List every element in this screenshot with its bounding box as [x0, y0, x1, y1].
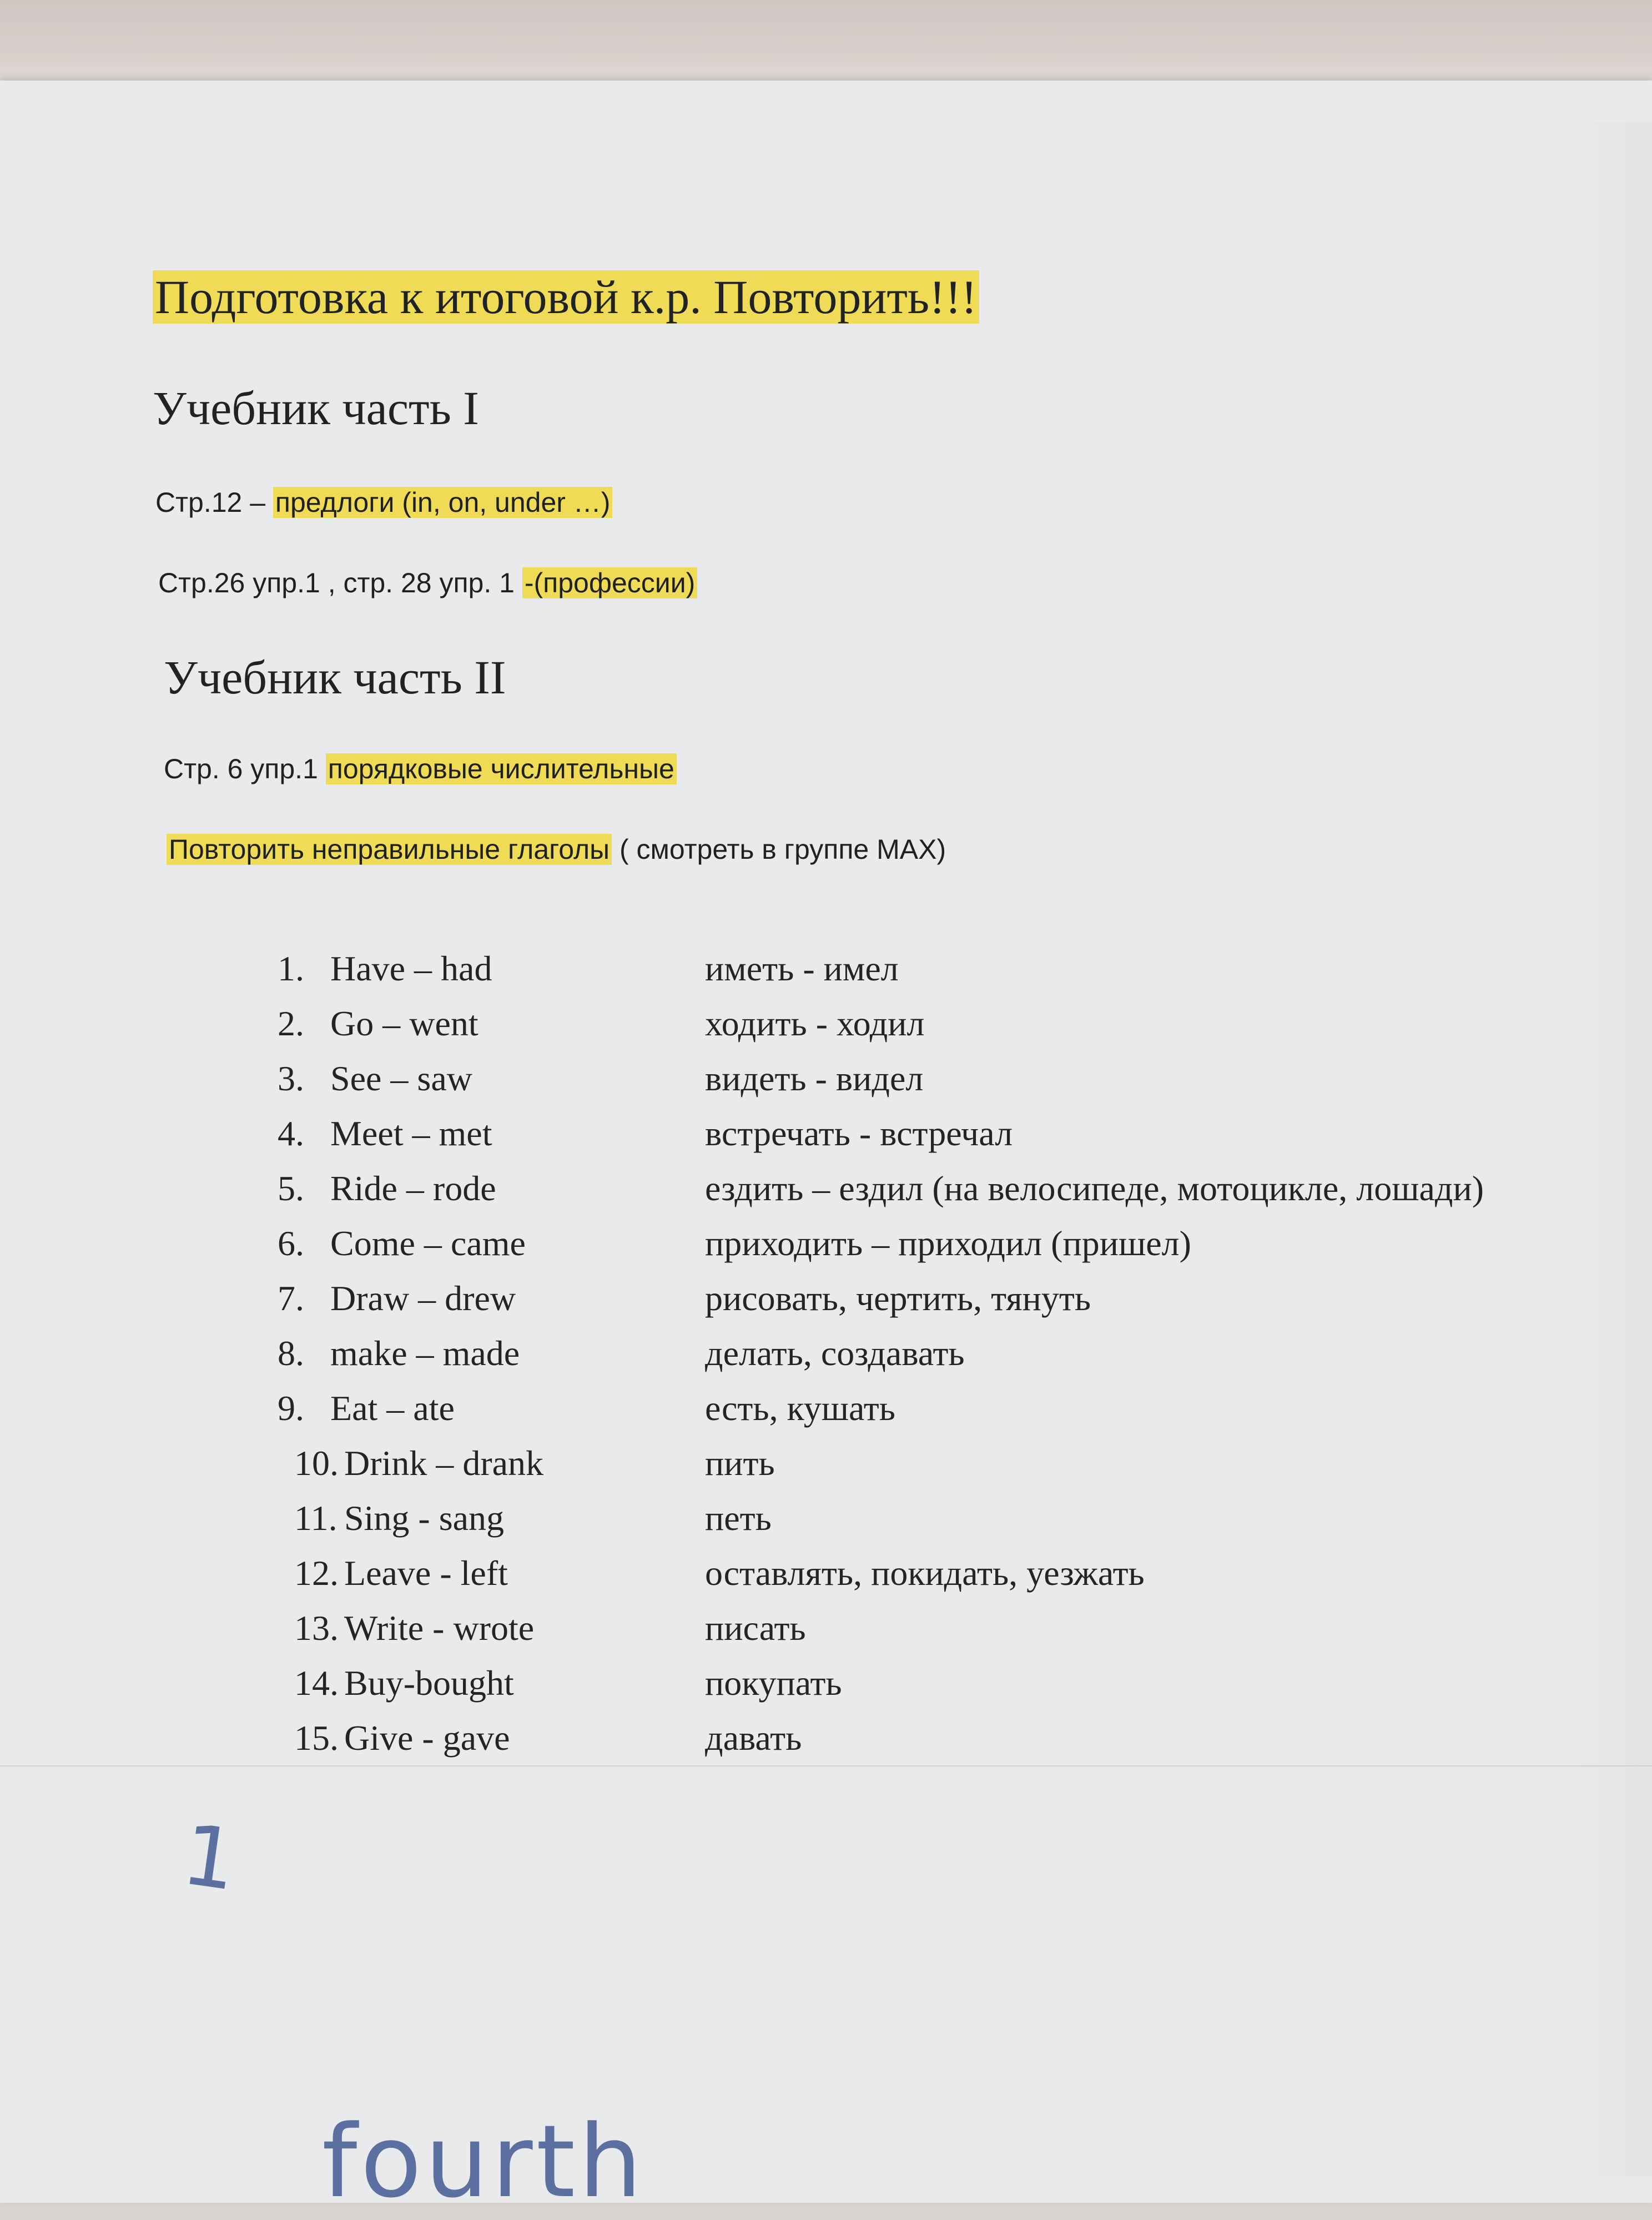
- verb-english-forms: Drink – drank: [344, 1443, 544, 1483]
- verb-russian-translation: оставлять, покидать, уезжать: [705, 1553, 1145, 1593]
- verb-number: 7.: [278, 1278, 304, 1318]
- verb-russian-translation: встречать - встречал: [705, 1114, 1013, 1153]
- verb-number: 5.: [278, 1169, 304, 1208]
- verb-english-forms: Ride – rode: [330, 1169, 496, 1208]
- part2-line1-highlight: порядковые числительные: [326, 753, 677, 784]
- handwritten-number: 1: [177, 1806, 243, 1910]
- part2-line2-highlight: Повторить неправильные глаголы: [167, 834, 612, 865]
- verb-russian-translation: пить: [705, 1443, 775, 1483]
- part2-heading: Учебник часть II: [164, 651, 506, 704]
- verb-number: 11.: [294, 1498, 338, 1538]
- verb-number: 9.: [278, 1388, 304, 1428]
- verb-english-forms: make – made: [330, 1333, 520, 1373]
- verb-russian-translation: ездить – ездил (на велосипеде, мотоцикле, лошади): [705, 1169, 1484, 1208]
- verb-russian-translation: ходить - ходил: [705, 1004, 925, 1043]
- verb-english-forms: Eat – ate: [330, 1388, 455, 1428]
- verb-english-forms: Come – came: [330, 1224, 526, 1263]
- verb-number: 8.: [278, 1333, 304, 1373]
- verb-number: 2.: [278, 1004, 304, 1043]
- verb-number: 4.: [278, 1114, 304, 1153]
- part1-line1-prefix: Стр.12 –: [155, 487, 273, 518]
- verb-english-forms: Meet – met: [330, 1114, 492, 1153]
- verb-number: 14.: [294, 1663, 339, 1703]
- verb-english-forms: Have – had: [330, 949, 492, 988]
- verb-russian-translation: рисовать, чертить, тянуть: [705, 1278, 1091, 1318]
- verb-number: 3.: [278, 1059, 304, 1098]
- verb-number: 10.: [294, 1443, 339, 1483]
- part2-line2-suffix: ( смотреть в группе MAX): [612, 834, 946, 865]
- document-title: [153, 266, 979, 328]
- verb-russian-translation: видеть - видел: [705, 1059, 924, 1098]
- verb-number: 12.: [294, 1553, 339, 1593]
- verb-russian-translation: есть, кушать: [705, 1388, 895, 1428]
- verb-number: 13.: [294, 1608, 339, 1648]
- verb-english-forms: Go – went: [330, 1004, 479, 1043]
- part1-line-prepositions: [155, 483, 612, 522]
- verb-english-forms: Leave - left: [344, 1553, 508, 1593]
- part1-heading: Учебник часть I: [153, 381, 479, 435]
- part1-line2-highlight: -(профессии): [522, 567, 697, 598]
- verb-russian-translation: петь: [705, 1498, 772, 1538]
- verb-russian-translation: давать: [705, 1718, 802, 1758]
- part2-line1-prefix: Стр. 6 упр.1: [164, 753, 326, 784]
- title-highlight: Подготовка к итоговой к.р. Повторить!!!: [153, 270, 979, 324]
- verb-english-forms: Buy-bought: [344, 1663, 514, 1703]
- part1-line-professions: [158, 563, 697, 602]
- verb-russian-translation: делать, создавать: [705, 1333, 965, 1373]
- verb-russian-translation: приходить – приходил (пришел): [705, 1224, 1191, 1263]
- part2-line-irregular-verbs: [167, 830, 946, 869]
- paper-crease: [0, 1765, 1652, 1766]
- verb-english-forms: Sing - sang: [344, 1498, 504, 1538]
- verb-english-forms: Write - wrote: [344, 1608, 535, 1648]
- verb-russian-translation: писать: [705, 1608, 806, 1648]
- part1-line2-prefix: Стр.26 упр.1 , стр. 28 упр. 1: [158, 567, 522, 598]
- verb-number: 6.: [278, 1224, 304, 1263]
- verb-russian-translation: покупать: [705, 1663, 842, 1703]
- verb-russian-translation: иметь - имел: [705, 949, 899, 988]
- verb-number: 1.: [278, 949, 304, 988]
- verb-english-forms: Give - gave: [344, 1718, 510, 1758]
- part1-line1-highlight: предлоги (in, on, under …): [273, 487, 613, 518]
- verb-english-forms: See – saw: [330, 1059, 472, 1098]
- verb-english-forms: Draw – drew: [330, 1278, 516, 1318]
- background-surface: [0, 0, 1652, 83]
- part2-line-ordinals: [164, 749, 677, 788]
- verb-number: 15.: [294, 1718, 339, 1758]
- handwritten-word: fourth: [322, 2104, 646, 2220]
